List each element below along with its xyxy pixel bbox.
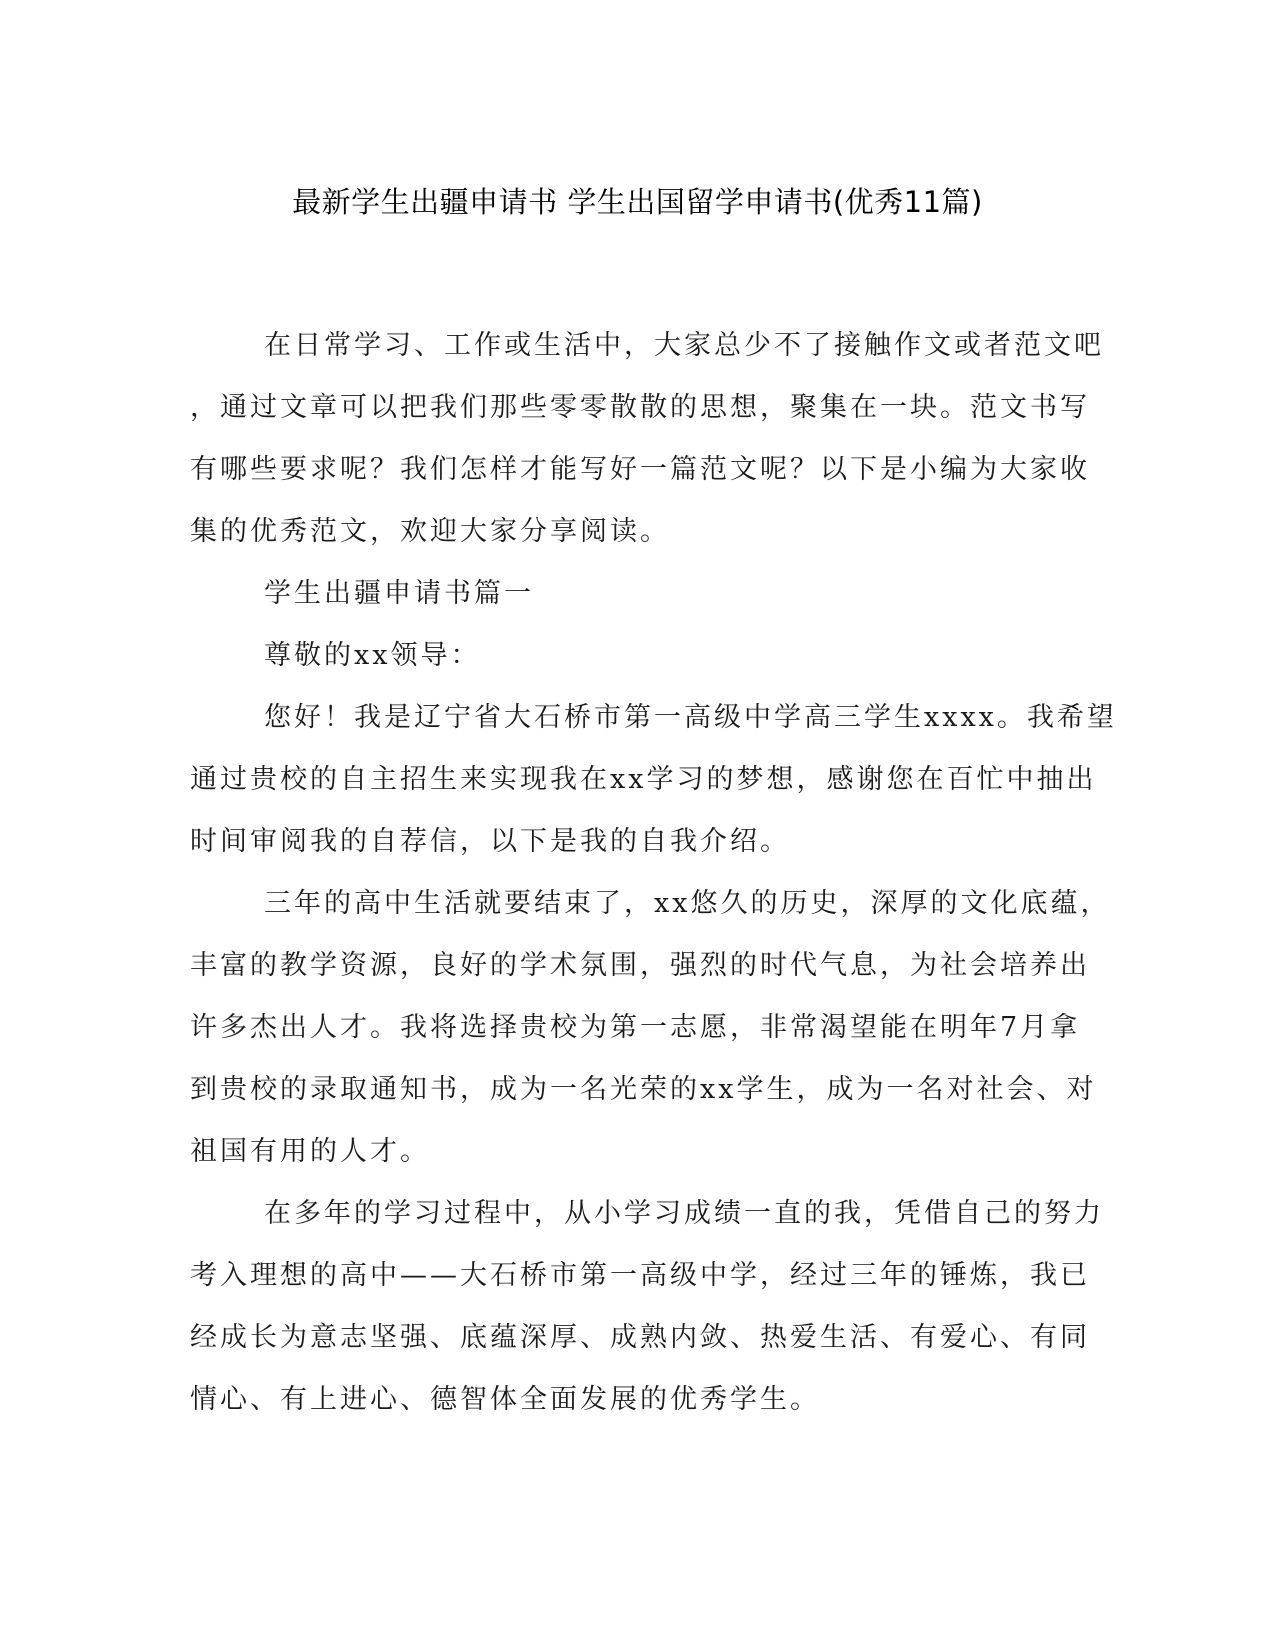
paragraph-line: 许多杰出人才。我将选择贵校为第一志愿，非常渴望能在明年7月拿 xyxy=(190,1012,1081,1043)
paragraph-line: 丰富的教学资源，良好的学术氛围，强烈的时代气息，为社会培养出 xyxy=(190,950,1090,981)
paragraph-line: 通过贵校的自主招生来实现我在xx学习的梦想，感谢您在百忙中抽出 xyxy=(190,764,1097,795)
salutation: 尊敬的xx领导： xyxy=(264,640,481,671)
section-heading: 学生出疆申请书篇一 xyxy=(264,578,534,609)
document-body xyxy=(190,315,1117,1431)
paragraph-line: 时间审阅我的自荐信，以下是我的自我介绍。 xyxy=(190,826,790,857)
paragraph-line: ，通过文章可以把我们那些零零散散的思想，聚集在一块。范文书写 xyxy=(190,392,1090,423)
paragraph-line: 考入理想的高中——大石桥市第一高级中学，经过三年的锤炼，我已 xyxy=(190,1260,1090,1291)
paragraph-line: 经成长为意志坚强、底蕴深厚、成熟内敛、热爱生活、有爱心、有同 xyxy=(190,1322,1090,1353)
paragraph-line: 集的优秀范文，欢迎大家分享阅读。 xyxy=(190,516,670,547)
paragraph-line: 祖国有用的人才。 xyxy=(190,1136,430,1167)
paragraph-line: 在多年的学习过程中，从小学习成绩一直的我，凭借自己的努力 xyxy=(264,1198,1104,1229)
paragraph-line: 有哪些要求呢？我们怎样才能写好一篇范文呢？以下是小编为大家收 xyxy=(190,454,1090,485)
paragraph-line: 情心、有上进心、德智体全面发展的优秀学生。 xyxy=(190,1384,820,1415)
paragraph-line: 到贵校的录取通知书，成为一名光荣的xx学生，成为一名对社会、对 xyxy=(190,1074,1097,1105)
paragraph-line: 您好！我是辽宁省大石桥市第一高级中学高三学生xxxx。我希望 xyxy=(264,702,1117,733)
paragraph-line: 三年的高中生活就要结束了，xx悠久的历史，深厚的文化底蕴， xyxy=(264,888,1111,919)
document-title: 最新学生出疆申请书 学生出国留学申请书(优秀11篇) xyxy=(292,185,983,219)
paragraph-line: 在日常学习、工作或生活中，大家总少不了接触作文或者范文吧 xyxy=(264,330,1104,361)
